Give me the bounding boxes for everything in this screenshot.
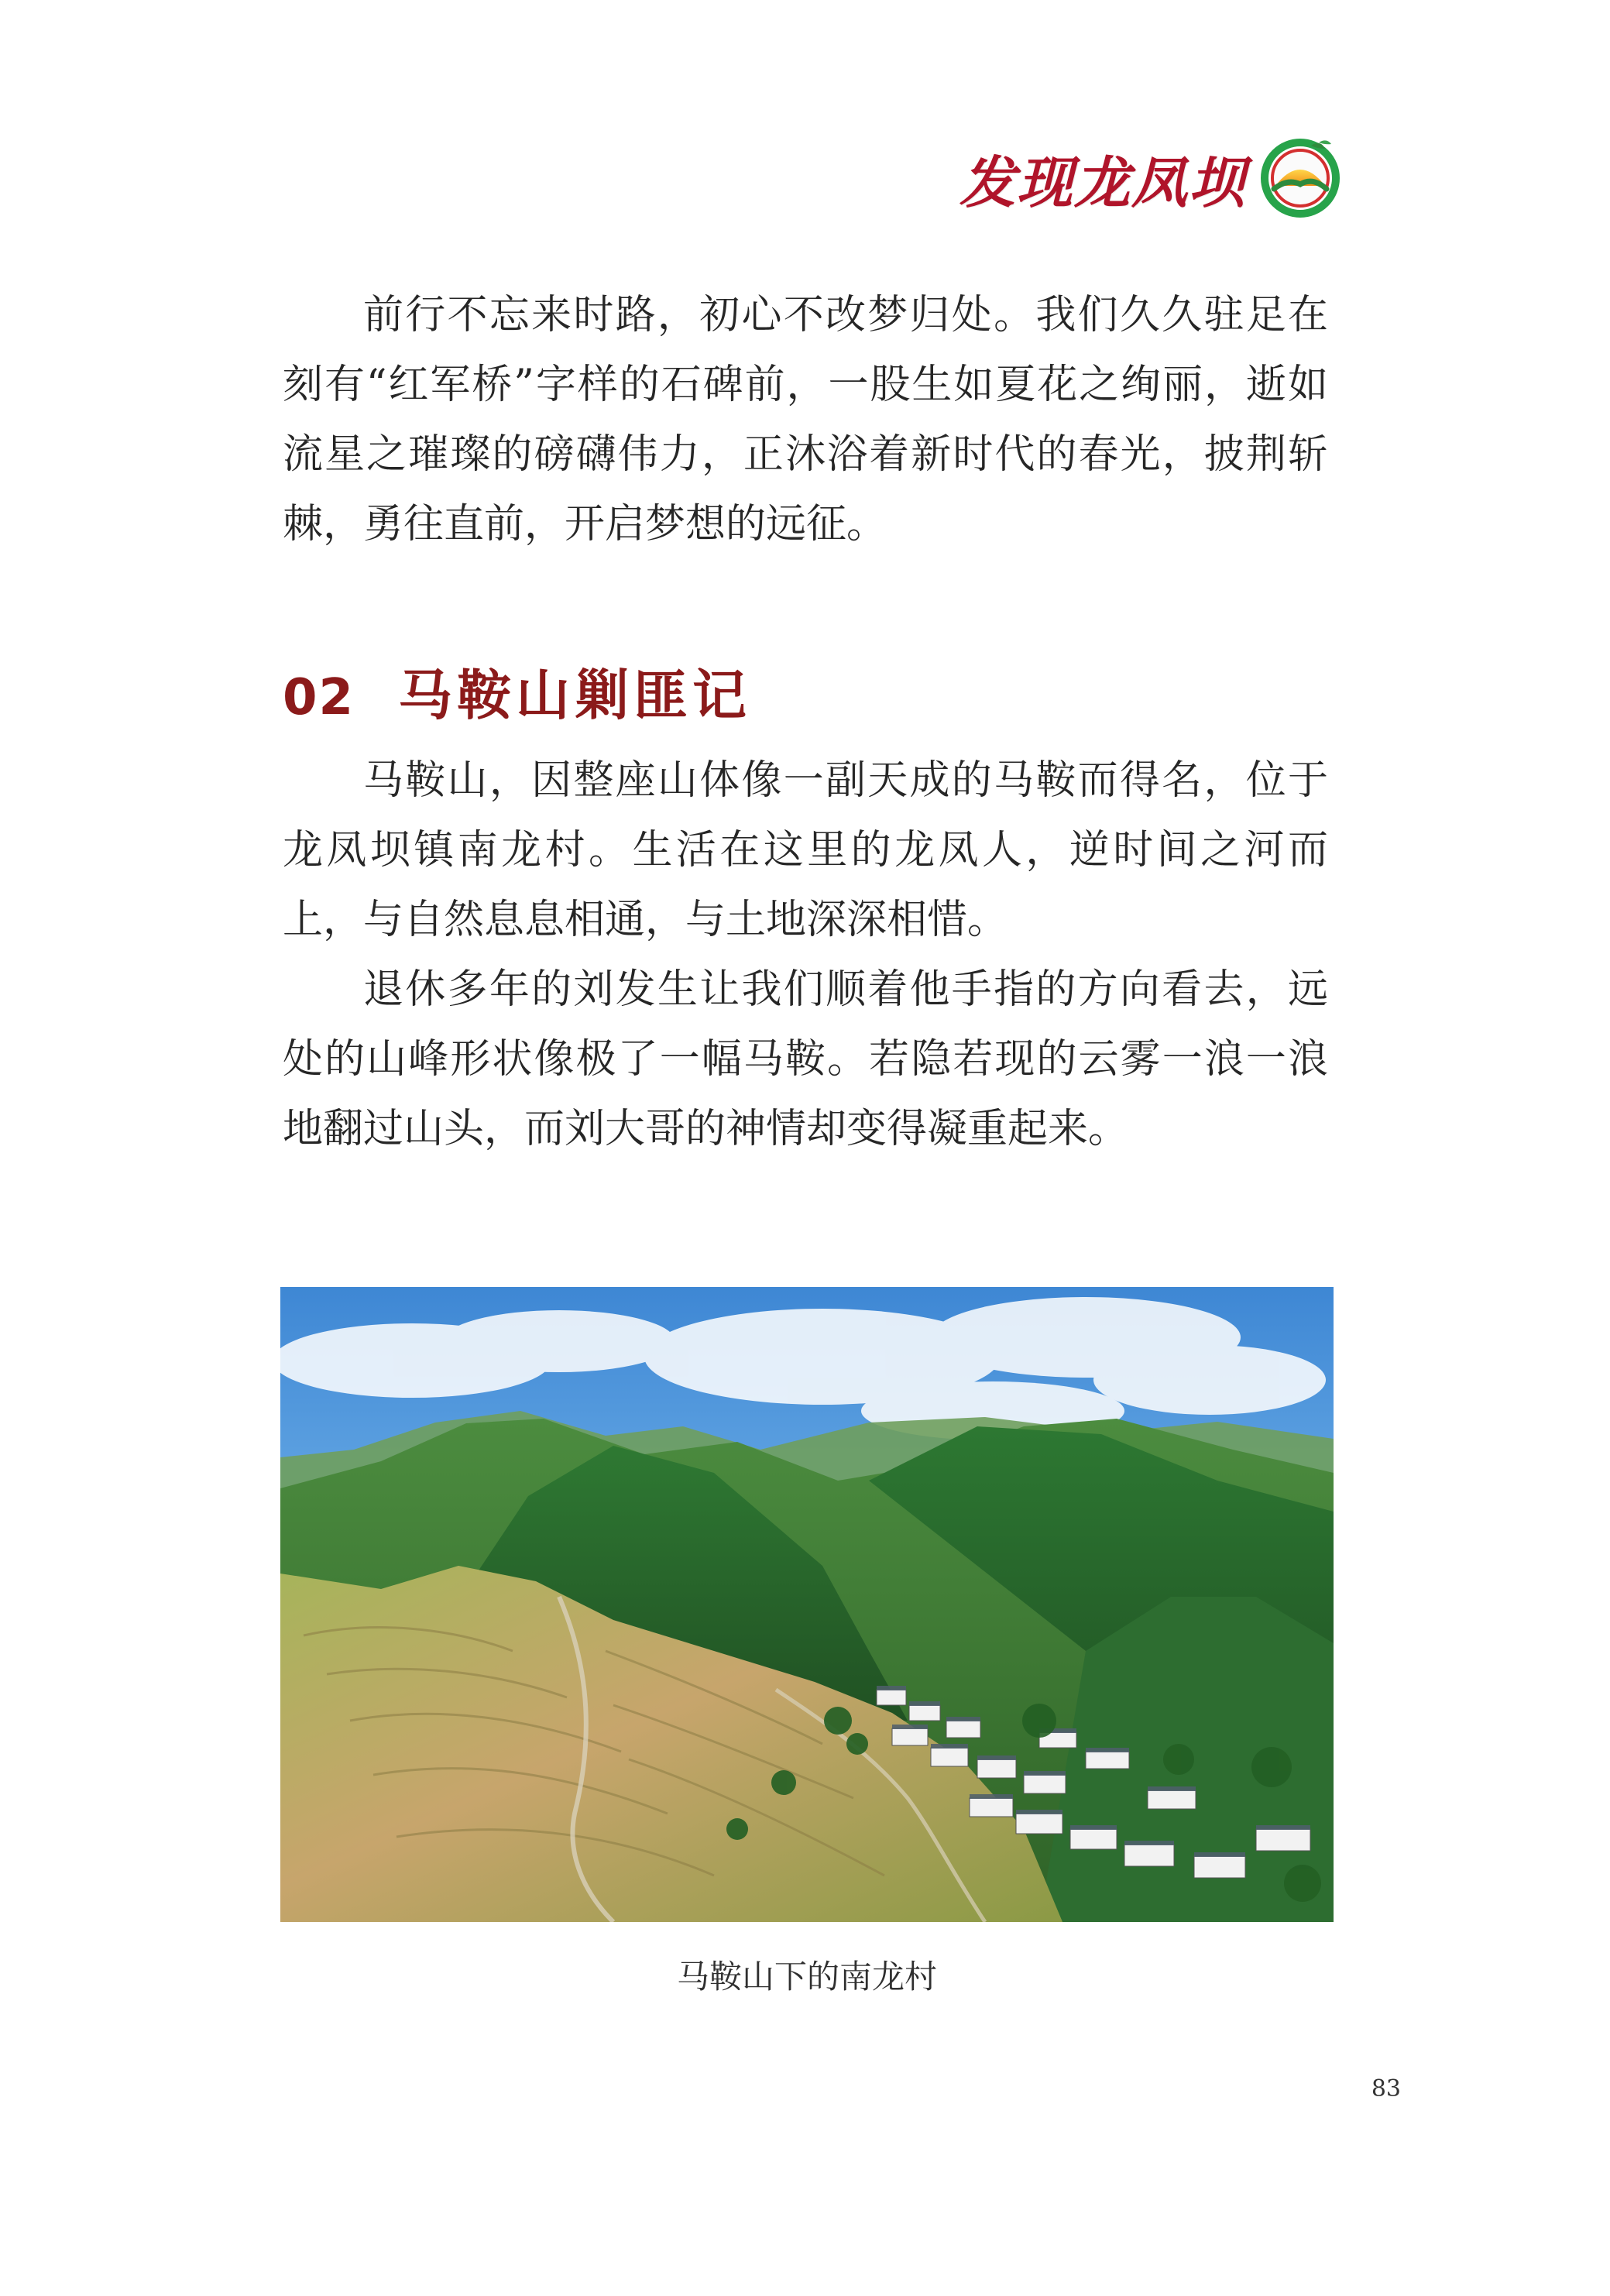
- section-heading: [283, 652, 1328, 730]
- photo-caption: 马鞍山下的南龙村: [676, 1958, 937, 1996]
- header-brand: [959, 132, 1347, 225]
- article-content: [283, 280, 1328, 1164]
- brand-title: 发现龙凤坝: [959, 149, 1246, 215]
- section-body: [283, 746, 1328, 1164]
- section-number: 02: [283, 669, 355, 726]
- section-title: 马鞍山剿匪记: [398, 664, 752, 727]
- page-number: 83: [1371, 2075, 1401, 2102]
- paragraph-3: 退休多年的刘发生让我们顺着他手指的方向看去，远处的山峰形状像极了一幅马鞍。若隐若现的云雾一浪一浪地翻过山头，而刘大哥的神情却变得凝重起来。: [283, 966, 1328, 1152]
- mountain-sun-logo-icon: [1254, 132, 1347, 225]
- paragraph-1: 前行不忘来时路，初心不改梦归处。我们久久驻足在刻有“红军桥”字样的石碑前，一股生如夏花之绚丽，逝如流星之璀璨的磅礴伟力，正沐浴着新时代的春光，披荆斩棘，勇往直前，开启梦想的远征。: [283, 292, 1328, 547]
- paragraph-2: 马鞍山，因整座山体像一副天成的马鞍而得名，位于龙凤坝镇南龙村。生活在这里的龙凤人，逆时间之河而上，与自然息息相通，与土地深深相惜。: [283, 757, 1328, 943]
- landscape-photo: [280, 1287, 1334, 1922]
